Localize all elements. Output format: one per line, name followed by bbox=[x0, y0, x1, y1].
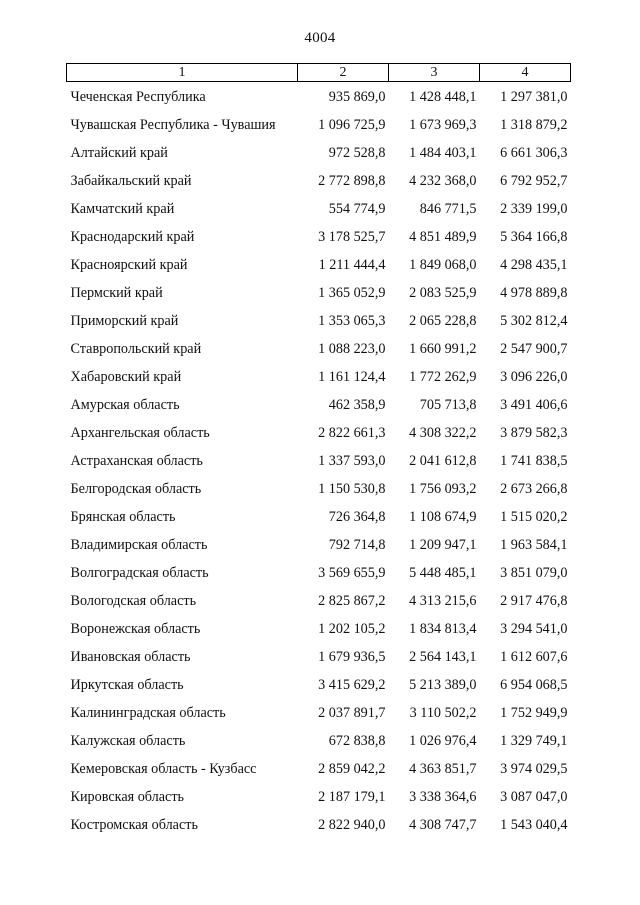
table-row bbox=[67, 615, 571, 643]
table-row bbox=[67, 335, 571, 363]
table-row bbox=[67, 559, 571, 587]
table-header bbox=[67, 64, 571, 82]
value-cell-col-3: 4 851 489,9 bbox=[409, 229, 477, 245]
region-name-cell: Ивановская область bbox=[70, 649, 191, 665]
value-cell-col-2: 1 679 936,5 bbox=[318, 649, 386, 665]
column-header-2: 2 bbox=[298, 64, 389, 82]
region-name-cell: Хабаровский край bbox=[70, 369, 182, 385]
value-cell-col-2: 2 822 661,3 bbox=[318, 425, 386, 441]
value-cell-col-4: 1 318 879,2 bbox=[500, 117, 568, 133]
value-cell-col-2: 2 822 940,0 bbox=[318, 817, 386, 833]
region-name-cell: Амурская область bbox=[70, 397, 180, 413]
value-cell-col-2: 1 088 223,0 bbox=[318, 341, 386, 357]
table-row bbox=[67, 643, 571, 671]
value-cell-col-3: 2 041 612,8 bbox=[409, 453, 477, 469]
value-cell-col-3: 1 484 403,1 bbox=[409, 145, 477, 161]
region-name-cell: Забайкальский край bbox=[70, 173, 192, 189]
table-row bbox=[67, 167, 571, 195]
table-row bbox=[67, 279, 571, 307]
value-cell-col-3: 4 313 215,6 bbox=[409, 593, 477, 609]
value-cell-col-3: 846 771,5 bbox=[419, 201, 477, 217]
table-body bbox=[67, 82, 571, 840]
value-cell-col-2: 2 037 891,7 bbox=[318, 705, 386, 721]
table-row bbox=[67, 391, 571, 419]
value-cell-col-3: 705 713,8 bbox=[419, 397, 477, 413]
value-cell-col-2: 972 528,8 bbox=[328, 145, 386, 161]
region-name-cell: Чеченская Республика bbox=[70, 88, 206, 105]
table-row bbox=[67, 587, 571, 615]
region-name-cell: Архангельская область bbox=[70, 425, 210, 441]
region-name-cell: Чувашская Республика - Чувашия bbox=[70, 117, 276, 133]
data-table bbox=[66, 63, 571, 839]
value-cell-col-3: 2 564 143,1 bbox=[409, 649, 477, 665]
table-row bbox=[67, 223, 571, 251]
region-name-cell: Калининградская область bbox=[70, 705, 226, 721]
table-row bbox=[67, 307, 571, 335]
table-row bbox=[67, 671, 571, 699]
column-header-3: 3 bbox=[389, 64, 480, 82]
region-name-cell: Брянская область bbox=[70, 509, 176, 525]
table-row bbox=[67, 251, 571, 279]
region-name-cell: Кемеровская область - Кузбасс bbox=[70, 761, 257, 777]
value-cell-col-4: 1 612 607,6 bbox=[500, 649, 568, 665]
table-row bbox=[67, 727, 571, 755]
value-cell-col-4: 1 741 838,5 bbox=[500, 453, 568, 469]
value-cell-col-2: 1 150 530,8 bbox=[318, 481, 386, 497]
value-cell-col-4: 6 661 306,3 bbox=[500, 145, 568, 161]
table-row bbox=[67, 419, 571, 447]
value-cell-col-3: 2 083 525,9 bbox=[409, 285, 477, 301]
value-cell-col-2: 3 415 629,2 bbox=[318, 677, 386, 693]
value-cell-col-4: 3 974 029,5 bbox=[500, 761, 568, 777]
value-cell-col-4: 3 087 047,0 bbox=[500, 789, 568, 805]
value-cell-col-4: 5 364 166,8 bbox=[500, 229, 568, 245]
value-cell-col-3: 4 232 368,0 bbox=[409, 173, 477, 189]
value-cell-col-4: 2 339 199,0 bbox=[500, 201, 568, 217]
value-cell-col-4: 2 547 900,7 bbox=[500, 341, 568, 357]
region-name-cell: Иркутская область bbox=[70, 677, 184, 693]
column-header-1: 1 bbox=[67, 64, 298, 82]
value-cell-col-4: 3 096 226,0 bbox=[500, 369, 568, 385]
region-name-cell: Костромская область bbox=[70, 817, 198, 833]
table-row bbox=[67, 531, 571, 559]
value-cell-col-4: 1 329 749,1 bbox=[500, 733, 568, 749]
value-cell-col-2: 792 714,8 bbox=[328, 537, 386, 553]
value-cell-col-4: 4 978 889,8 bbox=[500, 285, 568, 301]
value-cell-col-2: 726 364,8 bbox=[328, 509, 386, 525]
value-cell-col-2: 1 161 124,4 bbox=[318, 369, 386, 385]
table-row bbox=[67, 475, 571, 503]
value-cell-col-3: 3 110 502,2 bbox=[409, 705, 477, 721]
region-name-cell: Калужская область bbox=[70, 733, 186, 749]
region-name-cell: Белгородская область bbox=[70, 481, 202, 497]
value-cell-col-3: 4 308 747,7 bbox=[409, 817, 477, 833]
column-header-4: 4 bbox=[480, 64, 571, 82]
table-row bbox=[67, 82, 571, 112]
value-cell-col-3: 2 065 228,8 bbox=[409, 313, 477, 329]
value-cell-col-2: 2 772 898,8 bbox=[318, 173, 386, 189]
value-cell-col-4: 2 917 476,8 bbox=[500, 593, 568, 609]
value-cell-col-4: 1 515 020,2 bbox=[500, 509, 568, 525]
value-cell-col-2: 1 202 105,2 bbox=[318, 621, 386, 637]
value-cell-col-3: 1 849 068,0 bbox=[409, 257, 477, 273]
value-cell-col-4: 3 879 582,3 bbox=[500, 425, 568, 441]
table-row bbox=[67, 111, 571, 139]
value-cell-col-4: 3 294 541,0 bbox=[500, 621, 568, 637]
value-cell-col-3: 3 338 364,6 bbox=[409, 789, 477, 805]
table-row bbox=[67, 755, 571, 783]
value-cell-col-2: 1 365 052,9 bbox=[318, 285, 386, 301]
value-cell-col-4: 2 673 266,8 bbox=[500, 481, 568, 497]
value-cell-col-4: 6 954 068,5 bbox=[500, 677, 568, 693]
region-name-cell: Астраханская область bbox=[70, 453, 203, 469]
value-cell-col-3: 5 213 389,0 bbox=[409, 677, 477, 693]
table-row bbox=[67, 699, 571, 727]
value-cell-col-4: 1 297 381,0 bbox=[500, 88, 568, 105]
value-cell-col-3: 4 363 851,7 bbox=[409, 761, 477, 777]
value-cell-col-4: 1 752 949,9 bbox=[500, 705, 568, 721]
region-name-cell: Красноярский край bbox=[70, 257, 188, 273]
table-row bbox=[67, 783, 571, 811]
value-cell-col-2: 1 211 444,4 bbox=[318, 257, 386, 273]
value-cell-col-3: 1 756 093,2 bbox=[409, 481, 477, 497]
value-cell-col-2: 554 774,9 bbox=[328, 201, 386, 217]
value-cell-col-3: 4 308 322,2 bbox=[409, 425, 477, 441]
value-cell-col-2: 2 187 179,1 bbox=[318, 789, 386, 805]
value-cell-col-3: 1 673 969,3 bbox=[409, 117, 477, 133]
value-cell-col-4: 1 543 040,4 bbox=[500, 817, 568, 833]
value-cell-col-2: 2 859 042,2 bbox=[318, 761, 386, 777]
value-cell-col-4: 3 851 079,0 bbox=[500, 565, 568, 581]
region-name-cell: Кировская область bbox=[70, 789, 185, 805]
region-name-cell: Приморский край bbox=[70, 313, 179, 329]
region-name-cell: Вологодская область bbox=[70, 593, 197, 609]
value-cell-col-4: 6 792 952,7 bbox=[500, 173, 568, 189]
region-name-cell: Владимирская область bbox=[70, 537, 208, 553]
value-cell-col-2: 3 178 525,7 bbox=[318, 229, 386, 245]
value-cell-col-3: 1 026 976,4 bbox=[409, 733, 477, 749]
region-name-cell: Камчатский край bbox=[70, 201, 175, 217]
value-cell-col-4: 4 298 435,1 bbox=[500, 257, 568, 273]
value-cell-col-3: 1 772 262,9 bbox=[409, 369, 477, 385]
table-row bbox=[67, 447, 571, 475]
value-cell-col-2: 935 869,0 bbox=[328, 88, 386, 105]
value-cell-col-2: 3 569 655,9 bbox=[318, 565, 386, 581]
value-cell-col-4: 5 302 812,4 bbox=[500, 313, 568, 329]
table-row bbox=[67, 195, 571, 223]
value-cell-col-3: 1 660 991,2 bbox=[409, 341, 477, 357]
table-row bbox=[67, 503, 571, 531]
value-cell-col-2: 1 353 065,3 bbox=[318, 313, 386, 329]
value-cell-col-4: 3 491 406,6 bbox=[500, 397, 568, 413]
value-cell-col-2: 672 838,8 bbox=[328, 733, 386, 749]
value-cell-col-3: 1 209 947,1 bbox=[409, 537, 477, 553]
region-name-cell: Пермский край bbox=[70, 285, 163, 301]
header-row bbox=[67, 64, 571, 82]
value-cell-col-2: 1 337 593,0 bbox=[318, 453, 386, 469]
region-name-cell: Ставропольский край bbox=[70, 341, 202, 357]
value-cell-col-2: 462 358,9 bbox=[328, 397, 386, 413]
region-name-cell: Волгоградская область bbox=[70, 565, 209, 581]
region-name-cell: Алтайский край bbox=[70, 145, 168, 161]
table-row bbox=[67, 139, 571, 167]
region-name-cell: Воронежская область bbox=[70, 621, 201, 637]
page-number: 4004 bbox=[304, 30, 336, 46]
value-cell-col-4: 1 963 584,1 bbox=[500, 537, 568, 553]
table-row bbox=[67, 363, 571, 391]
value-cell-col-2: 1 096 725,9 bbox=[318, 117, 386, 133]
value-cell-col-2: 2 825 867,2 bbox=[318, 593, 386, 609]
table-row bbox=[67, 811, 571, 839]
value-cell-col-3: 1 108 674,9 bbox=[409, 509, 477, 525]
value-cell-col-3: 1 428 448,1 bbox=[409, 88, 477, 105]
region-name-cell: Краснодарский край bbox=[70, 229, 195, 245]
value-cell-col-3: 5 448 485,1 bbox=[409, 565, 477, 581]
value-cell-col-3: 1 834 813,4 bbox=[409, 621, 477, 637]
